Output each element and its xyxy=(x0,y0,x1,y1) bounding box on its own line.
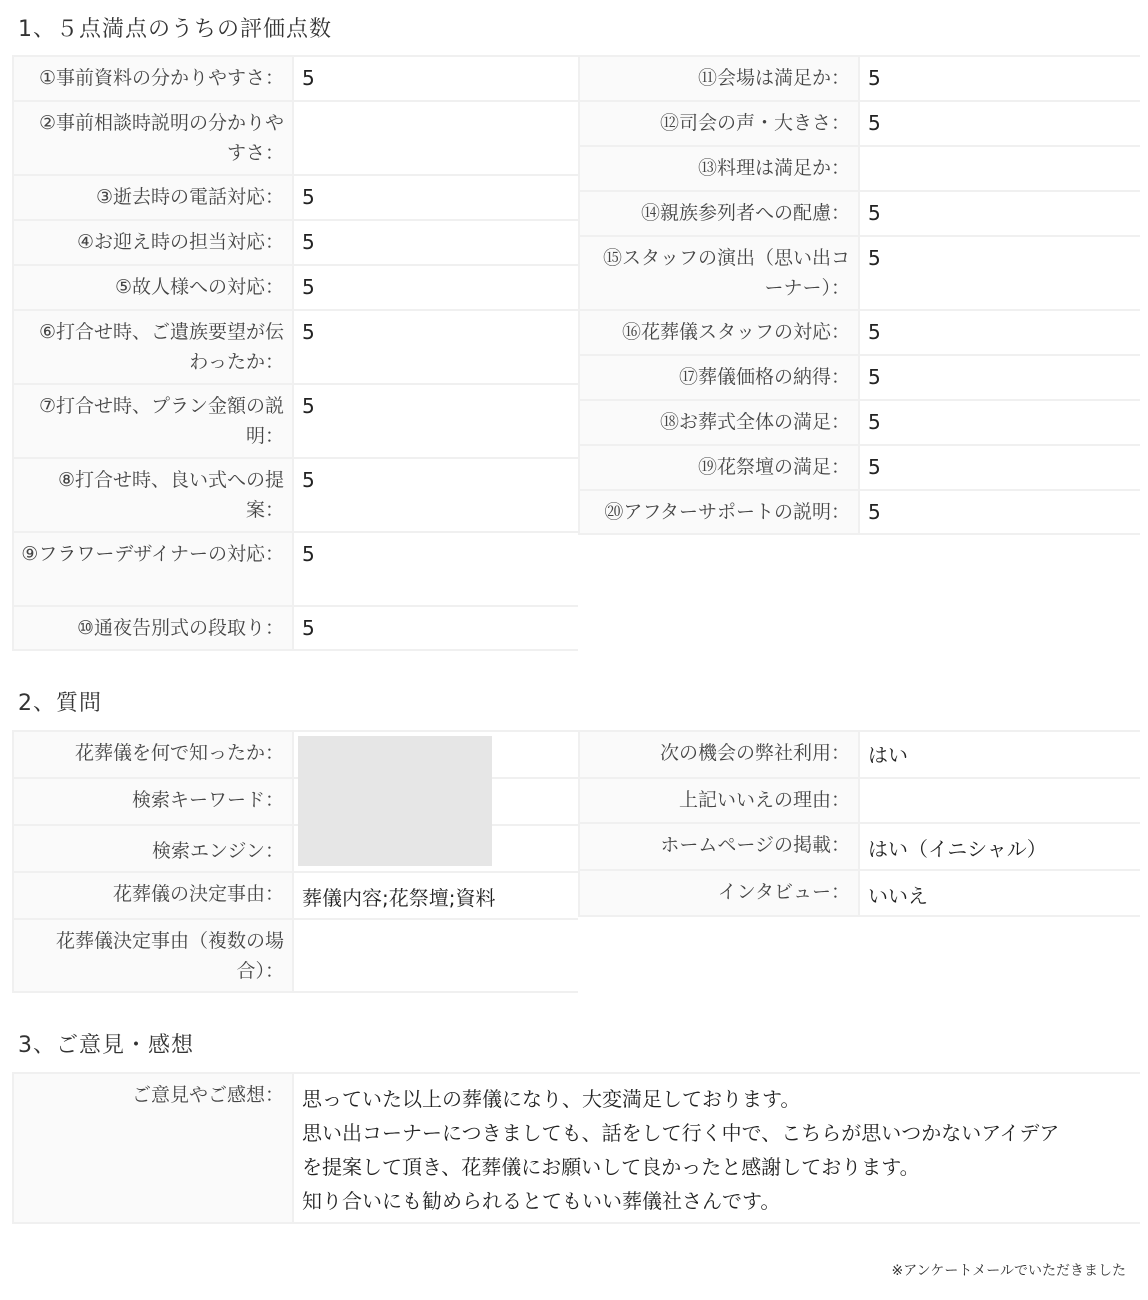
rating-label: ⑳アフターサポートの説明： xyxy=(578,491,860,533)
question-row xyxy=(12,871,578,919)
rating-row xyxy=(12,605,578,651)
comment-text xyxy=(294,1074,1140,1222)
section3-title: 3、ご意見・感想 xyxy=(18,1033,194,1058)
rating-value xyxy=(294,102,578,175)
rating-row xyxy=(578,444,1140,490)
rating-label: ③逝去時の電話対応： xyxy=(12,176,294,220)
question-row xyxy=(578,777,1140,823)
rating-row xyxy=(12,264,578,310)
question-row xyxy=(578,822,1140,870)
section2-title: 2、質問 xyxy=(18,691,102,716)
question-label: 上記いいえの理由： xyxy=(578,779,860,823)
rating-row xyxy=(12,219,578,265)
rating-value: 5 xyxy=(868,66,881,90)
question-value: はい xyxy=(868,743,908,767)
rating-value: 5 xyxy=(868,365,881,389)
rating-row xyxy=(578,100,1140,146)
rating-value xyxy=(860,147,1140,191)
rating-label: ⑦打合せ時、プラン金額の説明： xyxy=(12,385,294,458)
rating-row xyxy=(578,309,1140,355)
rating-label: ①事前資料の分かりやすさ： xyxy=(12,57,294,101)
rating-value: 5 xyxy=(302,616,315,640)
rating-label: ⑰葬儀価格の納得： xyxy=(578,356,860,400)
question-label: 花葬儀を何で知ったか： xyxy=(12,732,294,778)
rating-label: ⑪会場は満足か： xyxy=(578,57,860,101)
rating-row xyxy=(12,531,578,606)
question-label: ホームページの掲載： xyxy=(578,824,860,870)
rating-value: 5 xyxy=(868,246,881,270)
comment-line: 思っていた以上の葬儀になり、大変満足しております。 xyxy=(302,1087,801,1111)
rating-label: ⑯花葬儀スタッフの対応： xyxy=(578,311,860,355)
comment-row xyxy=(12,1072,1140,1224)
rating-row xyxy=(12,174,578,220)
rating-value: 5 xyxy=(868,111,881,135)
rating-label: ⑬料理は満足か： xyxy=(578,147,860,191)
rating-label: ⑫司会の声・大きさ： xyxy=(578,102,860,146)
rating-label: ⑤故人様への対応： xyxy=(12,266,294,310)
question-value: はい（イニシャル） xyxy=(868,837,1047,861)
question-row xyxy=(12,824,578,872)
rating-value: 5 xyxy=(302,230,315,254)
rating-value: 5 xyxy=(868,410,881,434)
rating-row xyxy=(578,145,1140,191)
rating-value: 5 xyxy=(868,320,881,344)
question-row xyxy=(12,730,578,778)
rating-row xyxy=(578,399,1140,445)
question-value: いいえ xyxy=(868,884,928,908)
rating-value: 5 xyxy=(302,468,315,492)
rating-label: ⑮スタッフの演出（思い出コーナー）： xyxy=(578,237,860,310)
section1-title: 1、５点満点のうちの評価点数 xyxy=(18,17,332,42)
rating-row xyxy=(578,235,1140,310)
rating-row xyxy=(12,309,578,384)
rating-row xyxy=(12,457,578,532)
rating-row xyxy=(578,55,1140,101)
rating-value: 5 xyxy=(302,66,315,90)
question-value: 葬儀内容;花祭壇;資料 xyxy=(302,886,496,910)
question-value xyxy=(294,920,578,991)
question-value xyxy=(860,779,1140,823)
footer-note: ※アンケートメールでいただきました xyxy=(891,1263,1126,1279)
rating-value: 5 xyxy=(302,542,315,566)
rating-label: ④お迎え時の担当対応： xyxy=(12,221,294,265)
redacted-block xyxy=(298,736,492,866)
rating-row xyxy=(578,489,1140,535)
rating-label: ⑩通夜告別式の段取り： xyxy=(12,607,294,649)
rating-row xyxy=(12,100,578,175)
rating-label: ⑥打合せ時、ご遺族要望が伝わったか： xyxy=(12,311,294,384)
rating-label: ⑭親族参列者への配慮： xyxy=(578,192,860,236)
rating-label: ⑲花祭壇の満足： xyxy=(578,446,860,490)
question-label: 花葬儀決定事由（複数の場合）： xyxy=(12,920,294,991)
rating-value: 5 xyxy=(302,394,315,418)
question-row xyxy=(12,777,578,825)
question-row xyxy=(12,918,578,993)
rating-value: 5 xyxy=(302,275,315,299)
comment-line: を提案して頂き、花葬儀にお願いして良かったと感謝しております。 xyxy=(302,1155,920,1179)
comment-line: 思い出コーナーにつきましても、話をして行く中で、こちらが思いつかないアイデア xyxy=(302,1121,1060,1145)
question-row xyxy=(578,730,1140,778)
rating-value: 5 xyxy=(868,455,881,479)
question-row xyxy=(578,869,1140,917)
rating-label: ②事前相談時説明の分かりやすさ： xyxy=(12,102,294,175)
rating-value: 5 xyxy=(302,185,315,209)
rating-row xyxy=(578,190,1140,236)
rating-label: ⑱お葬式全体の満足： xyxy=(578,401,860,445)
rating-label: ⑨フラワーデザイナーの対応： xyxy=(12,533,294,606)
question-label: 検索キーワード： xyxy=(12,779,294,825)
question-label: 検索エンジン： xyxy=(12,826,294,872)
rating-value: 5 xyxy=(868,500,881,524)
rating-value: 5 xyxy=(302,320,315,344)
question-label: インタビュー： xyxy=(578,871,860,915)
comment-line: 知り合いにも勧められるとてもいい葬儀社さんです。 xyxy=(302,1189,781,1213)
rating-row xyxy=(12,55,578,101)
question-label: 次の機会の弊社利用： xyxy=(578,732,860,778)
rating-row xyxy=(578,354,1140,400)
rating-row xyxy=(12,383,578,458)
rating-value: 5 xyxy=(868,201,881,225)
comment-label: ご意見やご感想： xyxy=(12,1074,294,1222)
rating-label: ⑧打合せ時、良い式への提案： xyxy=(12,459,294,532)
question-label: 花葬儀の決定事由： xyxy=(12,873,294,919)
